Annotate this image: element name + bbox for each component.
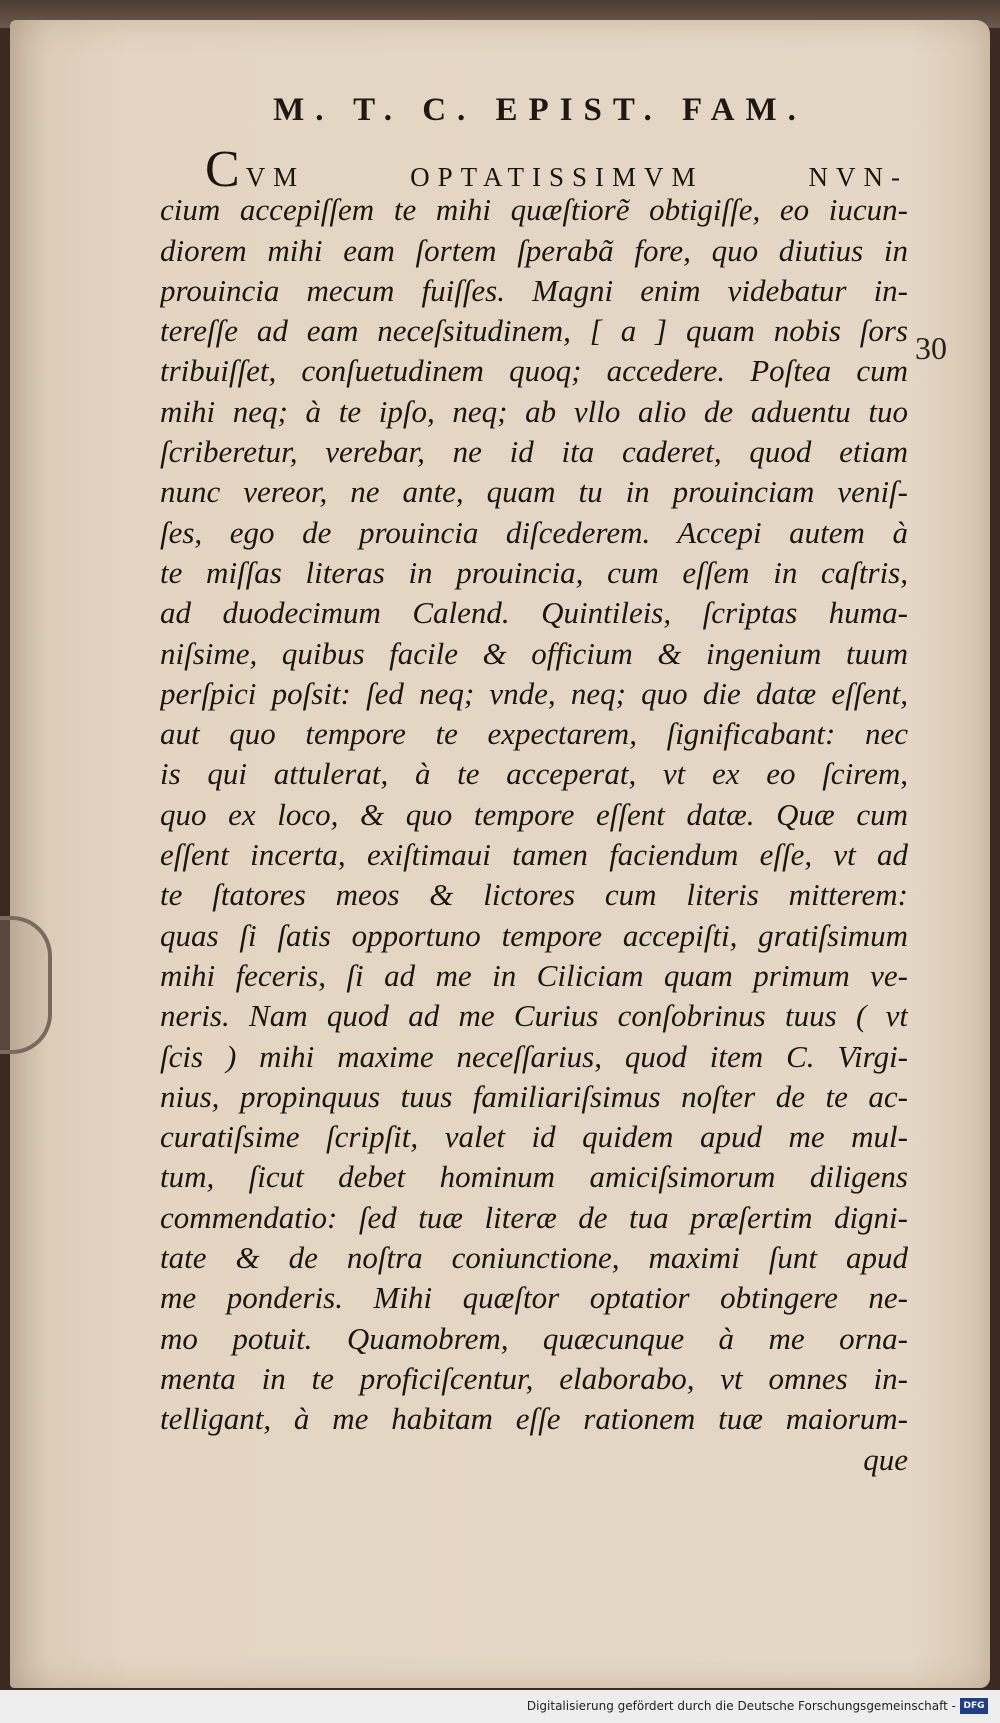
text-line: diorem mihi eam ſortem ſperabã fore, quo diutius in [160,232,908,268]
text-line: cium accepiſſem te mihi quæſtiorẽ obtigiſſe, eo iucun- [160,192,908,228]
text-line: niſsime, quibus facile & officium & ingenium tuum [160,635,908,671]
catchword: que [863,1441,908,1477]
dfg-logo: DFG [960,1698,988,1714]
text-line: neris. Nam quod ad me Curius conſobrinus tuus ( vt [160,998,908,1034]
text-line: eſſent incerta, exiſtimaui tamen faciendum eſſe, vt ad [160,837,908,873]
text-line: nunc vereor, ne ante, quam tu in prouinciam veniſ- [160,474,908,510]
text-line: quas ſi ſatis opportuno tempore accepiſti, gratiſsimum [160,917,908,953]
text-line: telligant, à me habitam eſſe rationem tuæ maiorum- [160,1401,908,1437]
margin-number: 30 [915,330,947,366]
text-line: te miſſas literas in prouincia, cum eſſem in caſtris, [160,554,908,590]
book-clasp [0,916,52,1054]
text-line: ſcriberetur, verebar, ne id ita caderet, quod etiam [160,434,908,470]
drop-cap: C [205,150,246,191]
text-line: quo ex loco, & quo tempore eſſent datæ. Quæ cum [160,796,908,832]
text-line: nius, propinquus tuus familiariſsimus noſter de te ac- [160,1078,908,1114]
text-line: te ſtatores meos & lictores cum literis mitterem: [160,877,908,913]
text-line: tate & de noſtra coniunctione, maximi ſunt apud [160,1240,908,1276]
text-lines [160,190,908,1439]
text-line: me ponderis. Mihi quæſtor optatior obtingere ne- [160,1280,908,1316]
text-line: perſpici poſsit: ſed neq; vnde, neq; quo die datæ eſſent, [160,675,908,711]
first-line-text: VM OPTATISSIMVM NVN- [245,162,908,191]
text-line: tereſſe ad eam neceſsitudinem, [ a ] quam nobis ſors [160,313,908,349]
text-line: is qui attulerat, à te acceperat, vt ex eo ſcirem, [160,756,908,792]
text-line: curatiſsime ſcripſit, valet id quidem apud me mul- [160,1119,908,1155]
text-line: ad duodecimum Calend. Quintileis, ſcriptas huma- [160,595,908,631]
text-line: tum, ſicut debet hominum amiciſsimorum diligens [160,1159,908,1195]
text-line: tribuiſſet, conſuetudinem quoq; accedere. Poſtea cum [160,353,908,389]
text-line: ſes, ego de prouincia diſcederem. Accepi autem à [160,514,908,550]
text-line: aut quo tempore te expectarem, ſignificabant: nec [160,716,908,752]
body-text [160,150,908,1480]
text-line: prouincia mecum fuiſſes. Magni enim videbatur in- [160,272,908,308]
running-title: M. T. C. EPIST. FAM. [273,92,807,128]
text-line: ſcis ) mihi maxime neceſſarius, quod item C. Virgi- [160,1038,908,1074]
text-line: menta in te proficiſcentur, elaborabo, vt omnes in- [160,1360,908,1396]
text-line: mihi feceris, ſi ad me in Ciliciam quam primum ve- [160,957,908,993]
footer-credit: Digitalisierung gefördert durch die Deutsche Forschungsgemeinschaft - [526,1699,956,1713]
first-line [160,150,908,190]
text-line: commendatio: ſed tuæ literæ de tua præſertim digni- [160,1199,908,1235]
text-line: mihi neq; à te ipſo, neq; ab vllo alio de aduentu tuo [160,393,908,429]
text-line: mo potuit. Quamobrem, quæcunque à me orna- [160,1320,908,1356]
